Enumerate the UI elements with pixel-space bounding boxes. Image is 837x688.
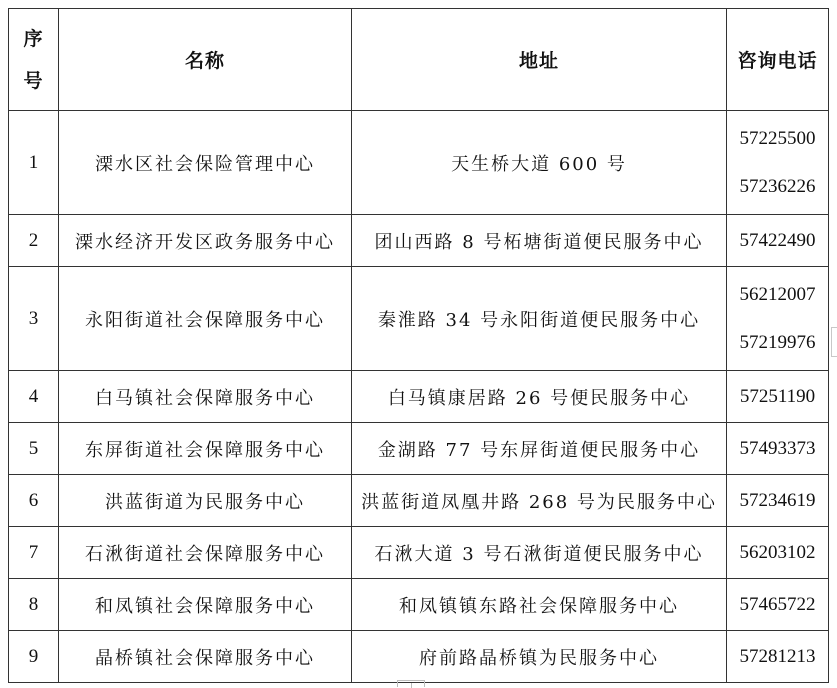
table-row <box>9 527 829 579</box>
phone-number: 57281213 <box>739 645 816 667</box>
table-row <box>9 579 829 631</box>
row-address: 石湫大道 3 号石湫街道便民服务中心 <box>352 527 727 579</box>
row-address: 洪蓝街道凤凰井路 268 号为民服务中心 <box>352 475 727 527</box>
row-phone <box>727 527 829 579</box>
row-seq: 4 <box>9 371 59 423</box>
row-name: 洪蓝街道为民服务中心 <box>59 475 352 527</box>
row-phone <box>727 371 829 423</box>
table-row <box>9 267 829 371</box>
row-seq: 9 <box>9 631 59 683</box>
row-address: 天生桥大道 600 号 <box>352 111 727 215</box>
header-seq-line1: 序 <box>23 27 44 50</box>
row-name: 溧水经济开发区政务服务中心 <box>59 215 352 267</box>
row-name: 东屏街道社会保障服务中心 <box>59 423 352 475</box>
table-row <box>9 423 829 475</box>
row-name: 石湫街道社会保障服务中心 <box>59 527 352 579</box>
table-row <box>9 215 829 267</box>
row-address: 金湖路 77 号东屏街道便民服务中心 <box>352 423 727 475</box>
table-row <box>9 631 829 683</box>
header-seq <box>9 9 59 111</box>
table-row <box>9 111 829 215</box>
phone-number: 56203102 <box>739 541 816 563</box>
phone-number: 57225500 <box>739 127 816 149</box>
row-address: 团山西路 8 号柘塘街道便民服务中心 <box>352 215 727 267</box>
table-row <box>9 475 829 527</box>
row-name: 和凤镇社会保障服务中心 <box>59 579 352 631</box>
row-phone <box>727 111 829 215</box>
row-name: 白马镇社会保障服务中心 <box>59 371 352 423</box>
row-seq: 3 <box>9 267 59 371</box>
row-phone <box>727 475 829 527</box>
edge-mark <box>831 327 837 357</box>
phone-number: 57234619 <box>739 489 816 511</box>
phone-number: 57493373 <box>739 437 816 459</box>
phone-number: 56212007 <box>739 283 816 305</box>
phone-number: 57251190 <box>739 385 816 407</box>
page-break-marker <box>397 680 425 687</box>
service-center-table <box>8 8 829 683</box>
header-address: 地址 <box>352 9 727 111</box>
row-phone <box>727 267 829 371</box>
table-row <box>9 371 829 423</box>
row-seq: 8 <box>9 579 59 631</box>
header-name: 名称 <box>59 9 352 111</box>
row-address: 府前路晶桥镇为民服务中心 <box>352 631 727 683</box>
row-address: 白马镇康居路 26 号便民服务中心 <box>352 371 727 423</box>
row-seq: 1 <box>9 111 59 215</box>
row-address: 和凤镇镇东路社会保障服务中心 <box>352 579 727 631</box>
row-phone <box>727 423 829 475</box>
phone-number: 57236226 <box>739 175 816 197</box>
table-header-row <box>9 9 829 111</box>
phone-number: 57465722 <box>739 593 816 615</box>
header-phone: 咨询电话 <box>727 9 829 111</box>
row-phone <box>727 579 829 631</box>
row-seq: 6 <box>9 475 59 527</box>
row-phone <box>727 215 829 267</box>
row-name: 永阳街道社会保障服务中心 <box>59 267 352 371</box>
phone-number: 57219976 <box>739 331 816 353</box>
row-seq: 5 <box>9 423 59 475</box>
row-address: 秦淮路 34 号永阳街道便民服务中心 <box>352 267 727 371</box>
row-seq: 2 <box>9 215 59 267</box>
header-seq-line2: 号 <box>23 69 44 92</box>
row-phone <box>727 631 829 683</box>
row-name: 溧水区社会保险管理中心 <box>59 111 352 215</box>
phone-number: 57422490 <box>739 229 816 251</box>
row-name: 晶桥镇社会保障服务中心 <box>59 631 352 683</box>
row-seq: 7 <box>9 527 59 579</box>
